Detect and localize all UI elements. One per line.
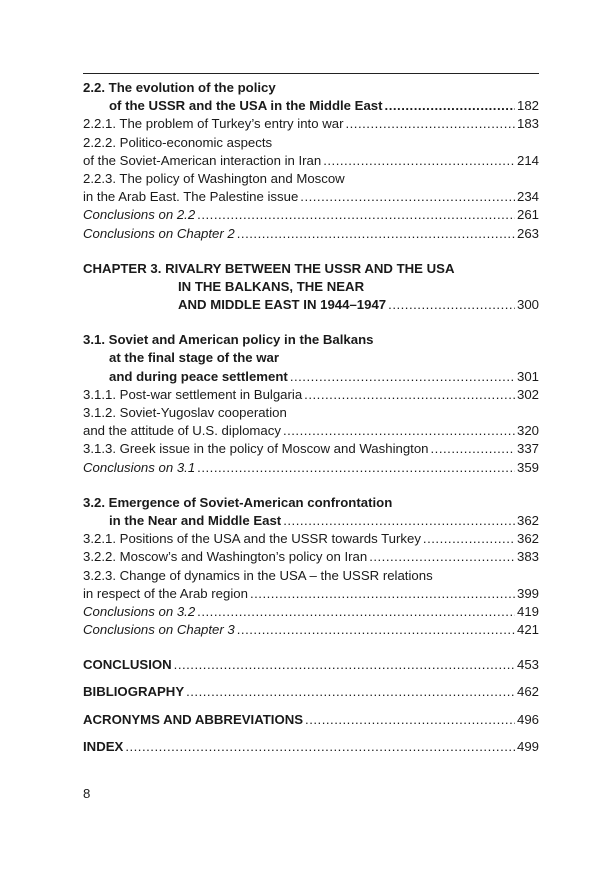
toc-entry-title: of the Soviet-American interaction in Iran <box>83 152 322 168</box>
toc-entry-2-2-line1 <box>83 79 539 97</box>
toc-entry-chapter-3-line1 <box>83 260 539 278</box>
toc-entry-bibliography[interactable] <box>83 683 539 701</box>
toc-entry-conclusions-2-2[interactable] <box>83 206 539 224</box>
toc-entry-title: CHAPTER 3. RIVALRY BETWEEN THE USSR AND THE USA <box>83 260 455 276</box>
toc-page-number: 261 <box>516 207 539 223</box>
dot-leader <box>290 368 515 386</box>
toc-entry-title: at the final stage of the war <box>109 350 280 366</box>
toc-entry-conclusion[interactable] <box>83 656 539 674</box>
toc-entry-title: in respect of the Arab region <box>83 585 248 601</box>
toc-page-number: 320 <box>516 423 539 439</box>
toc-entry-title: 3.2.2. Moscow’s and Washington’s policy on Iran <box>83 549 368 565</box>
toc-entry-index[interactable] <box>83 738 539 756</box>
toc-entry-title: AND MIDDLE EAST IN 1944–1947 <box>178 297 387 313</box>
toc-entry-title: 2.2.3. The policy of Washington and Moscow <box>83 170 345 186</box>
toc-page-number: 302 <box>516 386 539 402</box>
toc-page-number: 214 <box>516 152 539 168</box>
toc-entry-title: 2.2. The evolution of the policy <box>83 80 276 95</box>
toc-page-number: 301 <box>516 368 539 384</box>
toc-entry-title: 2.2.1. The problem of Turkey’s entry into war <box>83 116 344 132</box>
toc-page-number: 234 <box>516 189 539 205</box>
toc-entry-3-1-line1 <box>83 331 539 349</box>
toc-entry-title: 2.2.2. Politico-economic aspects <box>83 134 273 150</box>
toc-entry-title: CONCLUSION <box>83 657 172 673</box>
toc-page-number: 383 <box>516 549 539 565</box>
toc-entry-title: 3.1.3. Greek issue in the policy of Moscow and Washington <box>83 441 429 457</box>
toc-entry-conclusions-3-2[interactable] <box>83 603 539 621</box>
toc-entry-3-1-2-line1 <box>83 404 539 422</box>
dot-leader <box>283 512 515 530</box>
spacer <box>83 243 539 260</box>
toc-entry-title: Conclusions on 3.2 <box>83 603 196 619</box>
toc-entry-title: 3.1.1. Post-war settlement in Bulgaria <box>83 386 303 402</box>
toc-entry-title: in the Arab East. The Palestine issue <box>83 189 299 205</box>
toc-entry-title: 3.2.3. Change of dynamics in the USA – the USSR relations <box>83 567 433 583</box>
toc-page-number: 496 <box>516 711 539 727</box>
toc-page-number: 263 <box>516 225 539 241</box>
dot-leader <box>385 97 515 115</box>
toc-entry-2-2-3[interactable] <box>83 188 539 206</box>
toc-page-number: 359 <box>516 459 539 475</box>
toc-entry-chapter-3-line2 <box>83 278 539 296</box>
toc-page-number: 182 <box>516 98 539 114</box>
toc-page-number: 183 <box>516 116 539 132</box>
toc-entry-2-2[interactable] <box>83 97 539 115</box>
toc-entry-3-1[interactable] <box>83 368 539 386</box>
toc-entry-conclusions-chapter-2[interactable] <box>83 225 539 243</box>
dot-leader <box>237 225 515 243</box>
toc-entry-title: 3.1. Soviet and American policy in the Balkans <box>83 332 374 348</box>
dot-leader <box>250 585 515 603</box>
dot-leader <box>197 459 515 477</box>
dot-leader <box>197 603 515 621</box>
toc-page-number: 337 <box>516 441 539 457</box>
toc-page-number: 362 <box>516 512 539 528</box>
toc-entry-3-2-line1 <box>83 494 539 512</box>
toc-page-number: 453 <box>516 657 539 673</box>
top-rule <box>83 73 539 74</box>
toc-entry-title: BIBLIOGRAPHY <box>83 684 185 700</box>
toc-entry-chapter-3[interactable] <box>83 296 539 314</box>
dot-leader <box>197 206 515 224</box>
toc-entry-acronyms[interactable] <box>83 711 539 729</box>
page-number: 8 <box>83 786 91 801</box>
toc-entry-3-2-1[interactable] <box>83 530 539 548</box>
toc-entry-3-1-line2 <box>83 349 539 367</box>
dot-leader <box>283 422 515 440</box>
dot-leader <box>431 440 515 458</box>
toc-entry-3-2-2[interactable] <box>83 548 539 566</box>
dot-leader <box>237 621 515 639</box>
toc-entry-title: in the Near and Middle East <box>109 512 282 528</box>
toc-page-number: 419 <box>516 603 539 619</box>
toc-entry-title: and during peace settlement <box>109 368 288 384</box>
toc-entry-title: Conclusions on Chapter 2 <box>83 225 235 241</box>
toc-entry-title: and the attitude of U.S. diplomacy <box>83 423 281 439</box>
toc-entry-title: 3.1.2. Soviet-Yugoslav cooperation <box>83 405 287 420</box>
toc-entry-title: Conclusions on 2.2 <box>83 207 196 223</box>
spacer <box>83 674 539 683</box>
toc-entry-conclusions-chapter-3[interactable] <box>83 621 539 639</box>
dot-leader <box>305 711 515 729</box>
toc-entry-2-2-2-line1 <box>83 134 539 152</box>
toc-entry-3-2-3[interactable] <box>83 585 539 603</box>
toc-entry-2-2-2[interactable] <box>83 152 539 170</box>
dot-leader <box>186 683 515 701</box>
toc-entry-title: Conclusions on 3.1 <box>83 459 196 475</box>
toc-page-number: 399 <box>516 585 539 601</box>
toc-entry-title: 3.2.1. Positions of the USA and the USSR towards Turkey <box>83 531 421 547</box>
spacer <box>83 639 539 656</box>
toc-entry-title: IN THE BALKANS, THE NEAR <box>178 278 365 294</box>
toc-page-number: 462 <box>516 684 539 700</box>
spacer <box>83 702 539 711</box>
toc-entry-3-2[interactable] <box>83 512 539 530</box>
dot-leader <box>304 386 515 404</box>
dot-leader <box>423 530 515 548</box>
dot-leader <box>388 296 515 314</box>
dot-leader <box>125 738 515 756</box>
toc-entry-title: Conclusions on Chapter 3 <box>83 622 235 638</box>
toc-page-number: 421 <box>516 622 539 638</box>
table-of-contents <box>83 79 539 756</box>
toc-entry-title: 3.2. Emergence of Soviet-American confrontation <box>83 494 393 510</box>
dot-leader <box>300 188 515 206</box>
toc-page-number: 300 <box>516 297 539 313</box>
toc-entry-3-2-3-line1 <box>83 567 539 585</box>
dot-leader <box>369 548 515 566</box>
toc-entry-title: ACRONYMS AND ABBREVIATIONS <box>83 711 304 727</box>
toc-entry-3-1-2[interactable] <box>83 422 539 440</box>
spacer <box>83 477 539 494</box>
toc-entry-title: of the USSR and the USA in the Middle East <box>109 98 383 114</box>
toc-page-number: 499 <box>516 738 539 754</box>
toc-entry-title: INDEX <box>83 738 124 754</box>
toc-entry-3-1-3[interactable] <box>83 440 539 458</box>
toc-entry-3-1-1[interactable] <box>83 386 539 404</box>
dot-leader <box>174 656 515 674</box>
spacer <box>83 314 539 331</box>
dot-leader <box>323 152 515 170</box>
toc-entry-2-2-3-line1 <box>83 170 539 188</box>
dot-leader <box>345 115 515 133</box>
toc-entry-2-2-1[interactable] <box>83 115 539 133</box>
spacer <box>83 729 539 738</box>
toc-entry-conclusions-3-1[interactable] <box>83 459 539 477</box>
toc-page-number: 362 <box>516 531 539 547</box>
